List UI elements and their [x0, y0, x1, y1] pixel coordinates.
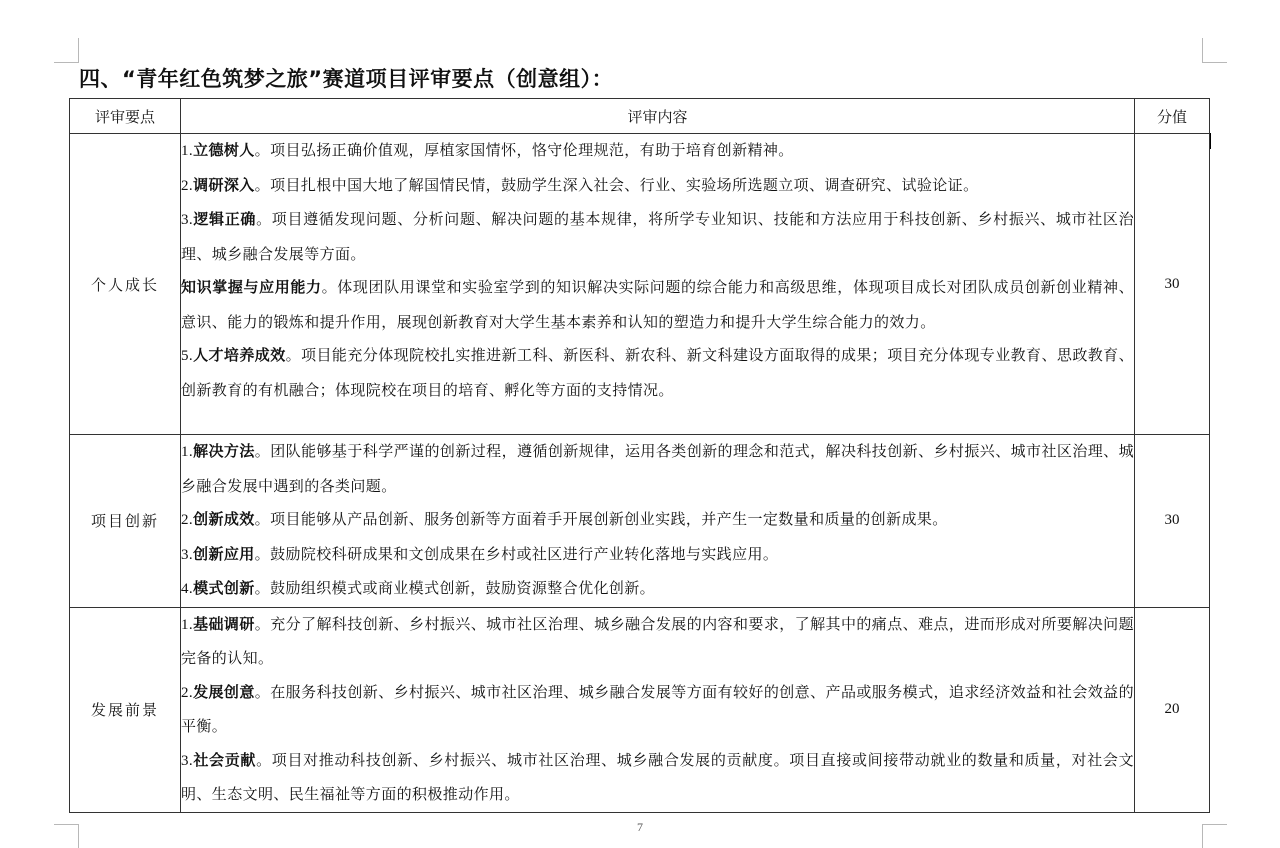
page-corner-mark-top-left — [54, 38, 79, 63]
score-cell: 30 — [1135, 435, 1210, 608]
criterion-title: 发展创意 — [193, 682, 255, 701]
criterion-title: 解决方法 — [193, 442, 255, 460]
header-category: 评审要点 — [70, 99, 181, 134]
criterion-item: 1.基础调研。充分了解科技创新、乡村振兴、城市社区治理、城乡融合发展的内容和要求，了解其中的痛点、难点，进而形成对所要解决问题完备的认知。 — [181, 614, 1134, 667]
page-number: 7 — [637, 820, 643, 834]
content-cell — [181, 134, 1135, 435]
criteria-table — [69, 98, 1210, 813]
criterion-text: 。项目能充分体现院校扎实推进新工科、新医科、新农科、新文科建设方面取得的成果；项目充分体现专业教育、思政教育、创新教育的有机融合；体现院校在项目的培育、孵化等方面的支持情况。 — [181, 346, 1134, 399]
score-cell: 20 — [1135, 607, 1210, 812]
table-row — [70, 435, 1210, 608]
table-row — [70, 134, 1210, 435]
criterion-item: 3.创新应用。鼓励院校科研成果和文创成果在乡村或社区进行产业转化落地与实践应用。 — [181, 544, 779, 563]
criterion-item: 1.立德树人。项目弘扬正确价值观，厚植家国情怀，恪守伦理规范，有助于培育创新精神。 — [181, 141, 794, 159]
criterion-item: 5.人才培养成效。项目能充分体现院校扎实推进新工科、新医科、新农科、新文科建设方面取得的成果；项目充分体现专业教育、思政教育、创新教育的有机融合；体现院校在项目的培育、孵化等方面的支持情况。 — [181, 346, 1134, 399]
criterion-title: 立德树人 — [193, 141, 255, 159]
criterion-title: 模式创新 — [193, 579, 255, 597]
criterion-text: 。团队能够基于科学严谨的创新过程，遵循创新规律，运用各类创新的理念和范式，解决科技创新、乡村振兴、城市社区治理、城乡融合发展中遇到的各类问题。 — [181, 442, 1134, 495]
criterion-title: 创新成效 — [193, 510, 255, 528]
criterion-text: 。项目能够从产品创新、服务创新等方面着手开展创新创业实践，并产生一定数量和质量的创新成果。 — [254, 510, 948, 528]
criterion-item: 4.模式创新。鼓励组织模式或商业模式创新，鼓励资源整合优化创新。 — [181, 579, 656, 597]
content-cell — [181, 435, 1135, 608]
criterion-text: 。鼓励院校科研成果和文创成果在乡村或社区进行产业转化落地与实践应用。 — [254, 544, 779, 563]
criterion-text: 。项目弘扬正确价值观，厚植家国情怀，恪守伦理规范，有助于培育创新精神。 — [254, 141, 794, 159]
criterion-title: 人才培养成效 — [193, 346, 286, 364]
criterion-text: 。项目遵循发现问题、分析问题、解决问题的基本规律，将所学专业知识、技能和方法应用于科技创新、乡村振兴、城市社区治理、城乡融合发展等方面。 — [181, 210, 1134, 263]
criterion-title: 社会贡献 — [193, 750, 257, 769]
category-cell: 项目创新 — [70, 435, 181, 608]
criterion-text: 。充分了解科技创新、乡村振兴、城市社区治理、城乡融合发展的内容和要求，了解其中的痛点、难点，进而形成对所要解决问题完备的认知。 — [181, 614, 1134, 667]
criterion-title: 逻辑正确 — [193, 210, 257, 228]
criterion-title: 基础调研 — [193, 614, 255, 633]
section-heading: 四、“青年红色筑梦之旅”赛道项目评审要点（创意组）： — [79, 67, 614, 91]
criterion-text: 。体现团队用课堂和实验室学到的知识解决实际问题的综合能力和高级思维，体现项目成长对团队成员创新创业精神、意识、能力的锻炼和提升作用，展现创新教育对大学生基本素养和认知的塑造力和提升大学生综合能力的效力。 — [181, 278, 1134, 331]
header-content: 评审内容 — [181, 99, 1135, 134]
table-header-row — [70, 99, 1210, 134]
page-corner-mark-top-right — [1202, 38, 1227, 63]
text-cursor — [1210, 133, 1211, 149]
criterion-item: 2.发展创意。在服务科技创新、乡村振兴、城市社区治理、城乡融合发展等方面有较好的创意、产品或服务模式，追求经济效益和社会效益的平衡。 — [181, 682, 1134, 735]
criterion-item: 2.调研深入。项目扎根中国大地了解国情民情，鼓励学生深入社会、行业、实验场所选题立项、调查研究、试验论证。 — [181, 175, 979, 194]
category-cell: 发展前景 — [70, 607, 181, 812]
criterion-item: 3.逻辑正确。项目遵循发现问题、分析问题、解决问题的基本规律，将所学专业知识、技能和方法应用于科技创新、乡村振兴、城市社区治理、城乡融合发展等方面。 — [181, 210, 1134, 263]
criterion-item: 1.解决方法。团队能够基于科学严谨的创新过程，遵循创新规律，运用各类创新的理念和范式，解决科技创新、乡村振兴、城市社区治理、城乡融合发展中遇到的各类问题。 — [181, 442, 1134, 495]
criterion-item: 3.社会贡献。项目对推动科技创新、乡村振兴、城市社区治理、城乡融合发展的贡献度。项目直接或间接带动就业的数量和质量，对社会文明、生态文明、民生福祉等方面的积极推动作用。 — [181, 750, 1134, 803]
criterion-text: 。鼓励组织模式或商业模式创新，鼓励资源整合优化创新。 — [254, 579, 656, 597]
criterion-title: 知识掌握与应用能力 — [181, 278, 322, 296]
criterion-title: 调研深入 — [193, 175, 255, 194]
content-cell — [181, 607, 1135, 812]
criterion-text: 。项目对推动科技创新、乡村振兴、城市社区治理、城乡融合发展的贡献度。项目直接或间接带动就业的数量和质量，对社会文明、生态文明、民生福祉等方面的积极推动作用。 — [181, 750, 1134, 803]
header-score: 分值 — [1135, 99, 1210, 134]
criterion-text: 。项目扎根中国大地了解国情民情，鼓励学生深入社会、行业、实验场所选题立项、调查研究、试验论证。 — [254, 175, 979, 194]
criterion-title: 创新应用 — [193, 544, 255, 563]
score-cell: 30 — [1135, 134, 1210, 435]
category-cell: 个人成长 — [70, 134, 181, 435]
table-row — [70, 607, 1210, 812]
criterion-text: 。在服务科技创新、乡村振兴、城市社区治理、城乡融合发展等方面有较好的创意、产品或服务模式，追求经济效益和社会效益的平衡。 — [181, 682, 1134, 735]
criterion-item — [181, 271, 1134, 339]
criterion-item: 2.创新成效。项目能够从产品创新、服务创新等方面着手开展创新创业实践，并产生一定数量和质量的创新成果。 — [181, 510, 948, 528]
